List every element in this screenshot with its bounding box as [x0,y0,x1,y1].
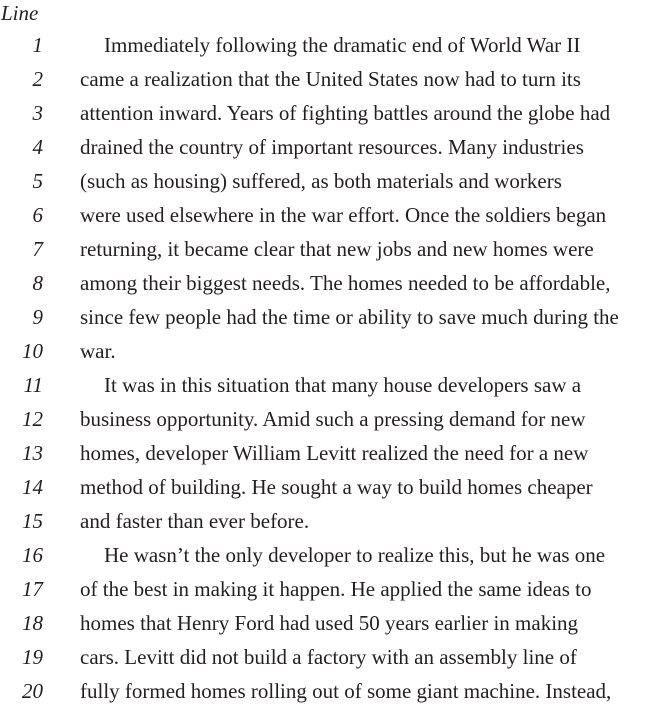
passage-line [0,203,662,237]
passage-line [0,169,662,203]
passage-line [0,67,662,101]
line-text: method of building. He sought a way to build homes cheaper [80,475,593,499]
line-number: 18 [22,611,43,635]
line-number: 20 [22,679,43,703]
line-text: and faster than ever before. [80,509,310,533]
passage-line [0,611,662,645]
passage-line [0,645,662,679]
line-text: homes that Henry Ford had used 50 years earlier in making [80,611,579,635]
line-text: of the best in making it happen. He applied the same ideas to [80,577,592,601]
passage-line [0,339,662,373]
line-text: business opportunity. Amid such a pressing demand for new [80,407,586,431]
line-number: 3 [32,101,43,125]
line-text: attention inward. Years of fighting battles around the globe had [80,101,611,125]
passage-line [0,271,662,305]
passage-line [0,101,662,135]
passage-line [0,407,662,441]
passage-line [0,577,662,611]
line-text: Immediately following the dramatic end of World War II [104,33,581,57]
passage-line [0,237,662,271]
line-text: It was in this situation that many house developers saw a [104,373,582,397]
passage-line [0,305,662,339]
line-number: 19 [22,645,43,669]
line-number: 11 [23,373,43,397]
line-text: fully formed homes rolling out of some giant machine. Instead, [80,679,612,703]
passage-line [0,135,662,169]
line-text: cars. Levitt did not build a factory with an assembly line of [80,645,577,669]
line-text: war. [80,339,116,363]
line-text: homes, developer William Levitt realized the need for a new [80,441,589,465]
line-number: 9 [32,305,43,329]
line-number: 6 [32,203,43,227]
line-number: 13 [22,441,43,465]
line-text: returning, it became clear that new jobs and new homes were [80,237,594,261]
passage-line [0,373,662,407]
line-number: 10 [22,339,43,363]
line-text: came a realization that the United States now had to turn its [80,67,581,91]
line-number: 8 [32,271,43,295]
line-number: 14 [22,475,43,499]
line-number: 7 [32,237,43,261]
line-text: He wasn’t the only developer to realize this, but he was one [104,543,606,567]
line-number: 16 [22,543,43,567]
passage-line [0,441,662,475]
line-text: among their biggest needs. The homes needed to be affordable, [80,271,611,295]
passage-line [0,475,662,509]
line-number: 17 [22,577,43,601]
line-text: (such as housing) suffered, as both materials and workers [80,169,562,193]
line-number: 15 [22,509,43,533]
line-number: 2 [32,67,43,91]
passage-line [0,33,662,67]
line-number: 1 [32,33,43,57]
passage-line [0,679,662,713]
passage-line [0,543,662,577]
line-number: 5 [32,169,43,193]
passage-line [0,509,662,543]
line-text: were used elsewhere in the war effort. Once the soldiers began [80,203,607,227]
line-number: 12 [22,407,43,431]
line-number: 4 [32,135,43,159]
line-column-header: Line [1,1,39,25]
passage [0,33,662,713]
line-text: drained the country of important resources. Many industries [80,135,584,159]
line-text: since few people had the time or ability to save much during the [80,305,619,329]
